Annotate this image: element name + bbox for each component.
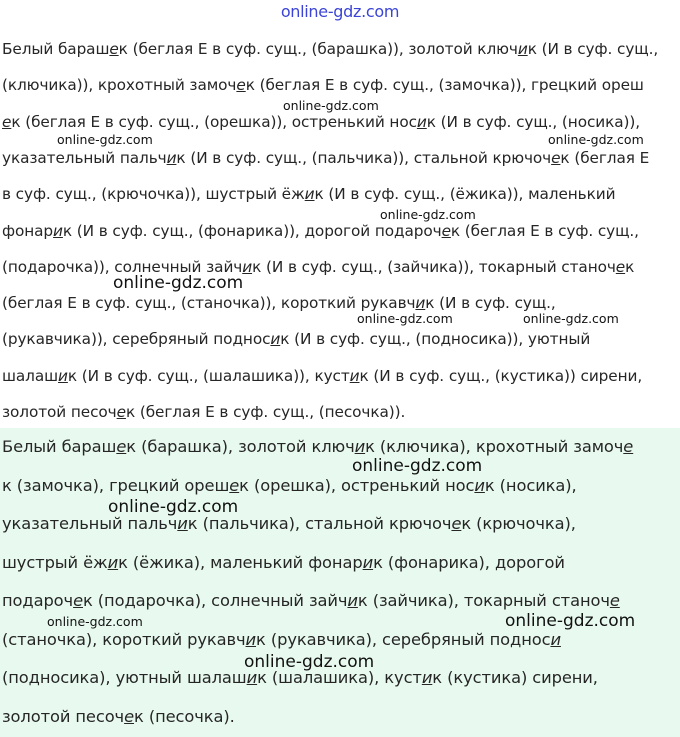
text-run: (ключика)), крохотный замоч xyxy=(2,76,237,95)
watermark: online-gdz.com xyxy=(352,456,483,476)
watermark: online-gdz.com xyxy=(357,311,453,326)
highlighted-letter: е xyxy=(609,591,620,610)
watermark: online-gdz.com xyxy=(548,132,644,147)
text-line xyxy=(2,705,235,729)
text-line xyxy=(2,328,590,350)
highlighted-letter: и xyxy=(415,294,426,313)
text-run: к (крючочка), xyxy=(461,514,576,533)
highlighted-letter: е xyxy=(2,112,12,131)
text-run: к (барашка), золотой ключ xyxy=(126,437,355,456)
highlighted-letter: и xyxy=(362,552,374,572)
highlighted-letter: и xyxy=(421,668,433,687)
text-run: к (подарочка), солнечный зайч xyxy=(82,591,348,610)
highlighted-letter: е xyxy=(116,403,126,421)
text-run: фонар xyxy=(2,221,54,240)
header-watermark-text: online-gdz.com xyxy=(280,2,400,21)
text-run: к (беглая Е в суф. сущ., xyxy=(450,221,639,240)
text-run: к (кустика) сирени, xyxy=(432,668,598,687)
text-run: к (зайчика), токарный станоч xyxy=(357,591,610,610)
text-run: к (И в суф. сущ., xyxy=(527,40,659,58)
text-run: к (пальчика), стальной крючоч xyxy=(187,514,452,533)
highlighted-letter: е xyxy=(551,148,561,167)
text-run: к (И в суф. сущ., (подносика)), уютный xyxy=(280,330,591,349)
text-run: к (И в суф. сущ., (зайчика)), токарный станоч xyxy=(252,257,616,276)
text-line xyxy=(2,147,649,169)
highlighted-letter: е xyxy=(623,437,634,456)
highlighted-letter: и xyxy=(347,591,358,610)
text-line xyxy=(2,401,405,423)
highlighted-letter: и xyxy=(246,668,258,687)
text-line xyxy=(2,220,639,242)
text-run: Белый бараш xyxy=(2,437,117,456)
highlighted-letter: е xyxy=(109,40,119,58)
text-run: к (И в суф. сущ., (ёжика)), маленький xyxy=(314,185,616,204)
text-run: к (И в суф. сущ., xyxy=(425,294,556,313)
highlighted-letter: е xyxy=(441,221,451,240)
watermark: online-gdz.com xyxy=(283,98,379,113)
highlighted-letter: и xyxy=(304,185,315,204)
text-run: шустрый ёж xyxy=(2,552,108,572)
highlighted-letter: е xyxy=(124,706,135,726)
text-run: к (орешка), остренький нос xyxy=(239,475,475,495)
text-run: к (беглая Е в суф. сущ., (орешка)), остренький нос xyxy=(11,112,417,131)
highlighted-letter: и xyxy=(177,514,188,533)
text-run: (станочка), короткий рукавч xyxy=(2,629,246,649)
text-run: к (И в суф. сущ., (шалашика)), куст xyxy=(67,366,350,385)
text-line xyxy=(2,38,658,60)
text-line xyxy=(2,628,561,652)
text-line xyxy=(2,551,565,575)
text-line xyxy=(2,183,615,205)
highlighted-letter: и xyxy=(349,366,360,385)
text-line xyxy=(2,474,577,498)
watermark: online-gdz.com xyxy=(108,497,239,517)
text-line xyxy=(2,292,556,314)
highlighted-letter: и xyxy=(550,629,561,649)
text-run: к (беглая Е в суф. сущ., (песочка)). xyxy=(125,403,406,421)
watermark: online-gdz.com xyxy=(380,207,476,222)
highlighted-letter: е xyxy=(451,514,462,533)
highlighted-letter: и xyxy=(107,552,119,572)
highlighted-letter: е xyxy=(73,591,83,610)
text-run: к (шалашика), куст xyxy=(257,668,422,687)
text-run: указательный пальч xyxy=(2,148,167,167)
watermark: online-gdz.com xyxy=(505,611,636,631)
text-line xyxy=(2,435,633,459)
text-run: золотой песоч xyxy=(2,403,117,421)
highlighted-letter: и xyxy=(245,629,257,649)
text-run: к (замочка), грецкий ореш xyxy=(2,475,230,495)
text-run: к (фонарика), дорогой xyxy=(373,552,565,572)
text-line xyxy=(2,74,644,96)
text-run: к xyxy=(625,257,635,276)
highlighted-letter: и xyxy=(517,40,528,58)
text-line xyxy=(2,111,640,133)
highlighted-letter: и xyxy=(166,148,177,167)
highlighted-letter: и xyxy=(416,112,427,131)
text-line xyxy=(2,589,620,613)
highlighted-letter: и xyxy=(53,221,63,240)
watermark: online-gdz.com xyxy=(47,614,143,629)
highlighted-letter: и xyxy=(270,330,281,349)
text-run: к (беглая Е xyxy=(560,148,650,167)
text-run: шалаш xyxy=(2,366,59,385)
text-run: к (И в суф. сущ., (кустика)) сирени, xyxy=(359,366,643,385)
watermark: online-gdz.com xyxy=(113,273,244,293)
text-run: к (И в суф. сущ., (фонарика)), дорогой подароч xyxy=(62,221,442,240)
text-run: (беглая Е в суф. сущ., (станочка)), короткий рукавч xyxy=(2,294,416,313)
text-run: в суф. сущ., (крючочка)), шустрый ёж xyxy=(2,185,305,204)
text-run: к (И в суф. сущ., (носика)), xyxy=(426,112,641,131)
text-run: указательный пальч xyxy=(2,514,178,533)
text-run: (подарочка)), солнечный зайч xyxy=(2,257,243,276)
text-run: к (И в суф. сущ., (пальчика)), стальной крючоч xyxy=(176,148,552,167)
text-run: к (песочка). xyxy=(134,706,235,726)
task-explanation-block xyxy=(0,30,680,426)
highlighted-letter: е xyxy=(236,76,246,95)
text-run: Белый бараш xyxy=(2,40,110,58)
text-run: золотой песоч xyxy=(2,706,125,726)
text-line xyxy=(2,365,642,387)
watermark: online-gdz.com xyxy=(523,311,619,326)
highlighted-letter: е xyxy=(229,475,240,495)
text-run: к (ёжика), маленький фонар xyxy=(118,552,363,572)
highlighted-letter: и xyxy=(474,475,485,495)
text-run: к (носика), xyxy=(484,475,577,495)
text-line xyxy=(2,512,576,536)
text-run: (подносика), уютный шалаш xyxy=(2,668,247,687)
highlighted-letter: е xyxy=(615,257,626,276)
watermark: online-gdz.com xyxy=(57,132,153,147)
text-run: к (рукавчика), серебряный поднос xyxy=(256,629,551,649)
highlighted-letter: и xyxy=(58,366,68,385)
text-run: к (беглая Е в суф. сущ., (барашка)), золотой ключ xyxy=(118,40,518,58)
text-run: подароч xyxy=(2,591,74,610)
text-run: к (беглая Е в суф. сущ., (замочка)), грецкий ореш xyxy=(245,76,644,95)
site-watermark-header xyxy=(0,0,680,30)
highlighted-letter: е xyxy=(116,437,127,456)
text-run: (рукавчика)), серебряный поднос xyxy=(2,330,271,349)
text-run: к (ключика), крохотный замоч xyxy=(365,437,624,456)
watermark: online-gdz.com xyxy=(244,652,375,672)
answer-block xyxy=(0,428,680,737)
text-line xyxy=(2,256,634,278)
highlighted-letter: и xyxy=(242,257,253,276)
highlighted-letter: и xyxy=(354,437,366,456)
